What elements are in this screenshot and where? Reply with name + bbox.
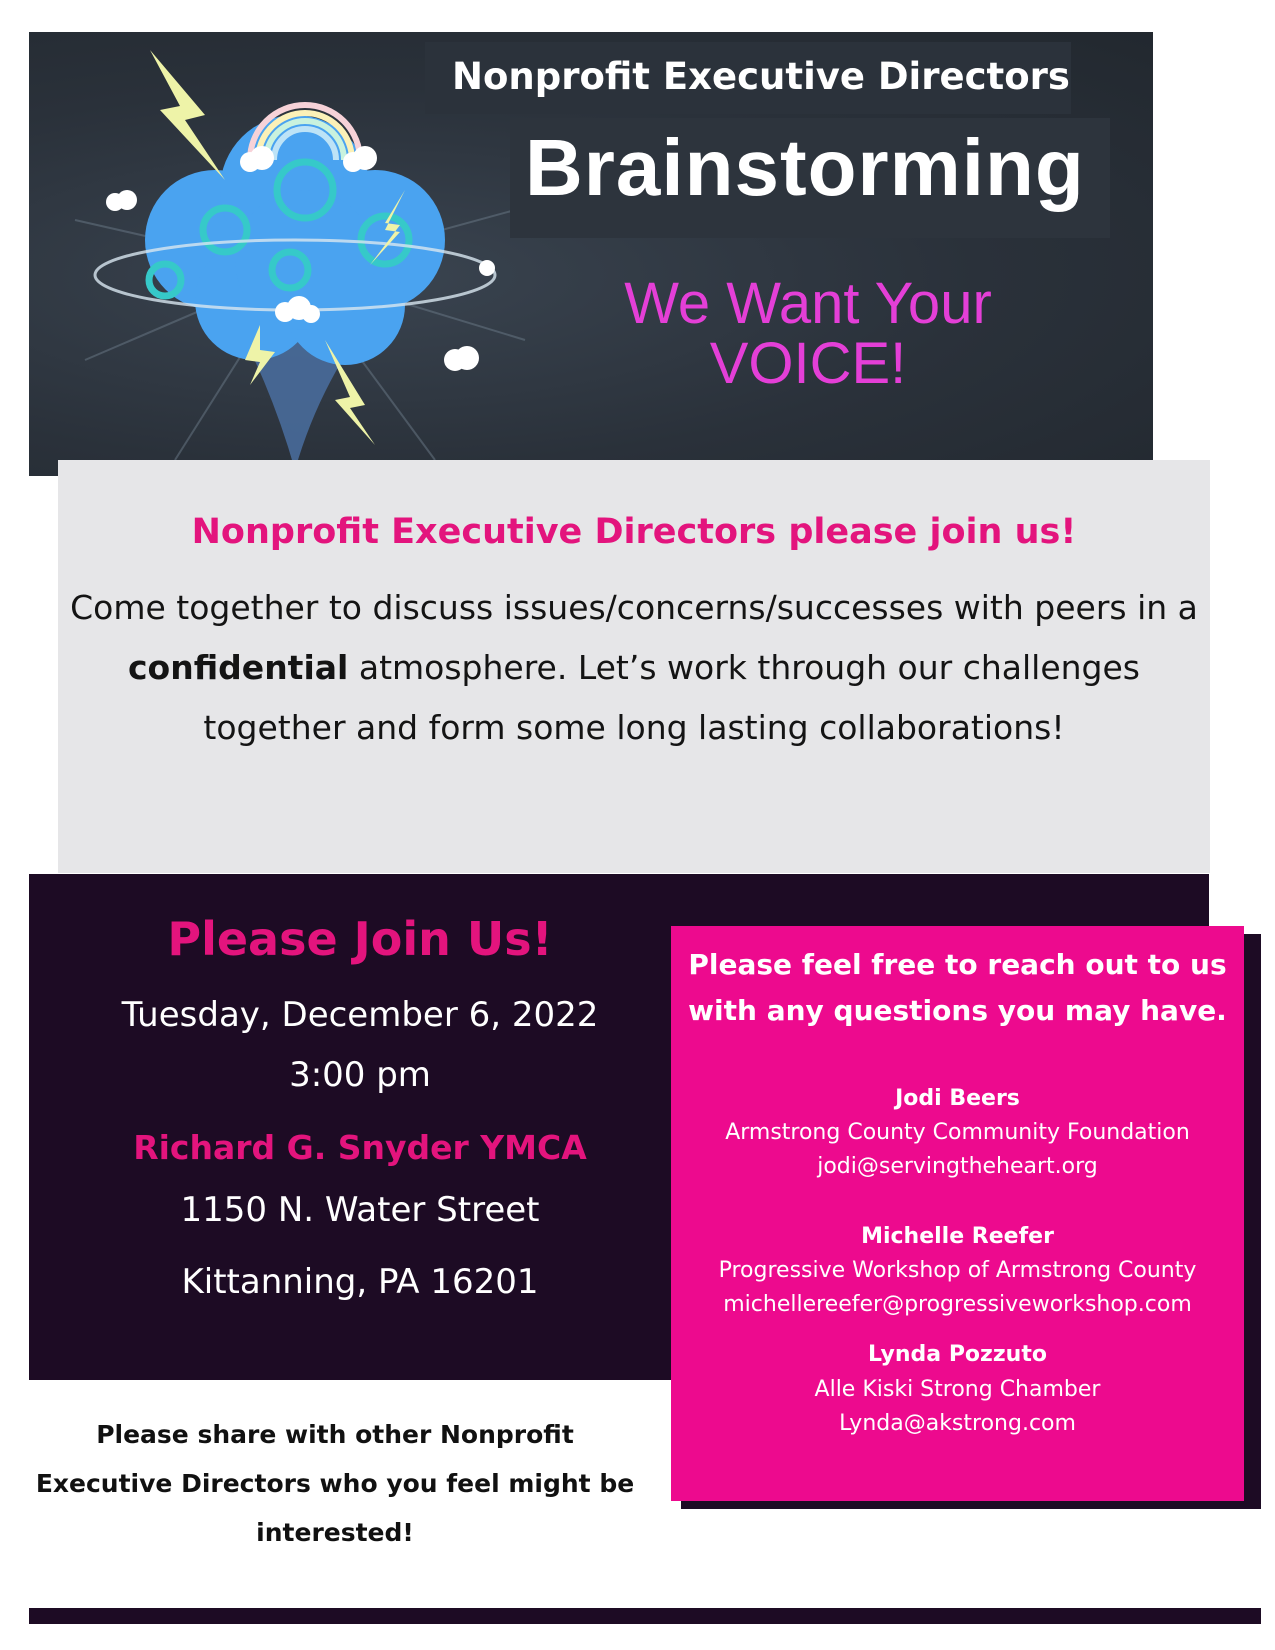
contact-name: Jodi Beers: [895, 1086, 1020, 1111]
contact-email[interactable]: jodi@servingtheheart.org: [817, 1154, 1098, 1179]
contact-name: Lynda Pozzuto: [868, 1342, 1047, 1367]
event-time: 3:00 pm: [289, 1055, 431, 1095]
contact-org: Progressive Workshop of Armstrong County: [718, 1258, 1197, 1283]
info-body-emphasis: confidential: [128, 648, 349, 687]
event-venue: Richard G. Snyder YMCA: [133, 1128, 587, 1167]
event-heading: Please Join Us!: [167, 912, 553, 966]
contact-email[interactable]: michellereefer@progressiveworkshop.com: [723, 1292, 1192, 1317]
contact-email[interactable]: Lynda@akstrong.com: [839, 1411, 1076, 1436]
share-note: Please share with other Nonprofit Executive Directors who you feel might be interested!: [35, 1420, 635, 1547]
info-body: [70, 578, 1198, 758]
contact-org: Alle Kiski Strong Chamber: [814, 1377, 1101, 1402]
contact-heading: Please feel free to reach out to us with any questions you may have.: [688, 948, 1227, 1027]
banner-subtitle: Nonprofit Executive Directors: [452, 55, 1070, 98]
event-city: Kittanning, PA 16201: [181, 1262, 539, 1302]
info-body-text: Come together to discuss issues/concerns/successes with peers in a: [70, 588, 1198, 627]
contact-name: Michelle Reefer: [861, 1224, 1054, 1249]
contact-org: Armstrong County Community Foundation: [725, 1120, 1190, 1145]
banner-tagline-1: We Want Your: [624, 271, 992, 336]
info-body-text-end: atmosphere. Let’s work through our challenges together and form some long lasting collaborations!: [203, 648, 1140, 747]
event-street: 1150 N. Water Street: [180, 1190, 540, 1230]
info-heading: Nonprofit Executive Directors please join us!: [191, 512, 1077, 552]
event-date: Tuesday, December 6, 2022: [121, 995, 599, 1035]
banner-tagline-2: VOICE!: [709, 331, 907, 396]
banner-title: Brainstorming: [525, 123, 1085, 212]
bottom-divider: [29, 1608, 1261, 1624]
